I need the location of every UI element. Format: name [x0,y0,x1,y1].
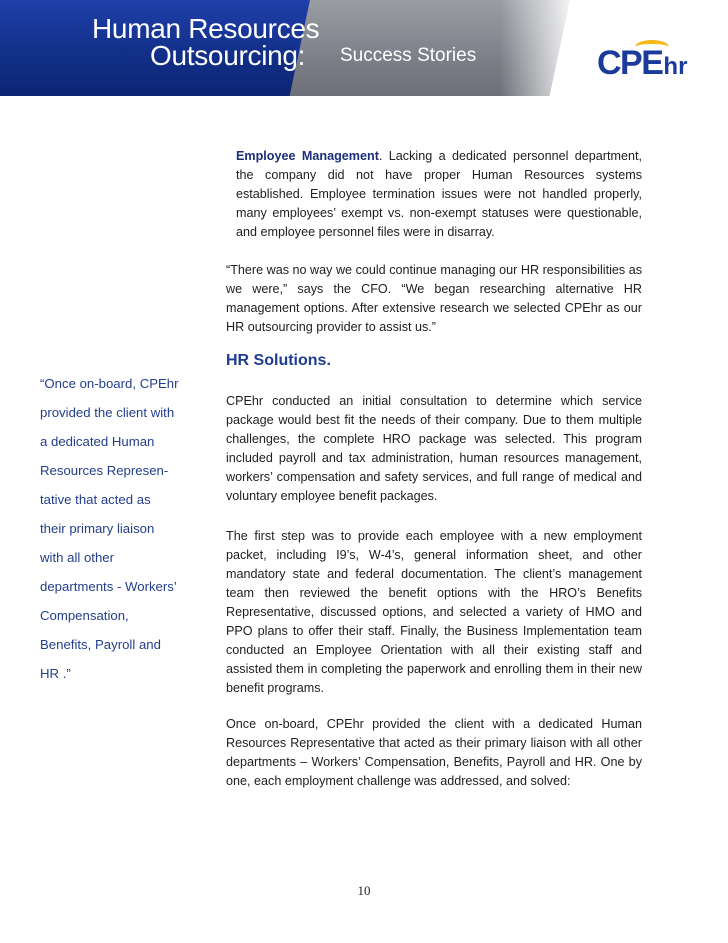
banner-subtitle: Success Stories [340,45,477,66]
header-banner [0,0,728,96]
employee-management-text: . Lacking a dedicated personnel department, the company did not have proper Human Resources systems established. Employee termination issues were not handled properly, many employees’ exempt vs. non-exempt statuses were questionable, and employee personnel files were in disarray. [236,149,642,239]
pull-quote-line: Compensation, [40,608,129,623]
pull-quote-line: departments - Workers’ [40,579,177,594]
banner-title-line2: Outsourcing: [150,40,306,71]
cpehr-logo [597,44,687,80]
hr-solutions-heading: HR Solutions. [226,352,331,369]
page-number: 10 [357,883,371,898]
pull-quote [40,369,195,688]
pull-quote-line: with all other [40,550,115,565]
pull-quote-line: “Once on-board, CPEhr [40,376,179,391]
pull-quote-line: Benefits, Payroll and [40,637,161,652]
pull-quote-line: tative that acted as [40,492,151,507]
logo-hr-text: hr [663,53,688,80]
banner-title-line1: Human Resources [92,13,320,44]
pull-quote-line: their primary liaison [40,521,155,536]
employee-management-label: Employee Management [236,149,379,163]
banner-fade [500,0,580,96]
first-step-paragraph: The first step was to provide each employee with a new employment packet, including I9’s, W-4’s, general information sheet, and other mandatory state and federal documentation. The client’s management team then reviewed the benefit options with the HRO’s Benefits Representative, discussed options, and selected a variety of HMO and PPO plans to offer their staff. Finally, the Business Implementation team conducted an Employee Orientation with all their existing staff and assisted them in completing the paperwork and enrolling them in their new benefit programs. [226,529,642,695]
pull-quote-line: HR .” [40,666,71,681]
pull-quote-line: Resources Represen- [40,463,169,478]
cfo-quote-paragraph: “There was no way we could continue managing our HR responsibilities as we were,” says the CFO. “We began researching alternative HR management options. After extensive research we selected CPEhr as our HR outsourcing provider to assist us.” [226,263,642,334]
consultation-paragraph: CPEhr conducted an initial consultation to determine which service package would best fit the needs of their company. Due to them multiple challenges, the complete HRO package was selected. This program included payroll and tax administration, human resources management, workers’ compensation and safety services, and full range of medical and voluntary employee benefit packages. [226,394,642,503]
pull-quote-line: provided the client with [40,405,175,420]
pull-quote-line: a dedicated Human [40,434,155,449]
logo-swoosh-icon [635,40,669,54]
logo-cpe-text: CPE [597,44,663,82]
employee-management-paragraph [236,147,642,242]
onboard-paragraph: Once on-board, CPEhr provided the client with a dedicated Human Resources Representative that acted as their primary liaison with all other departments – Workers’ Compensation, Benefits, Payroll and HR. One by one, each employment challenge was addressed, and solved: [226,717,642,788]
